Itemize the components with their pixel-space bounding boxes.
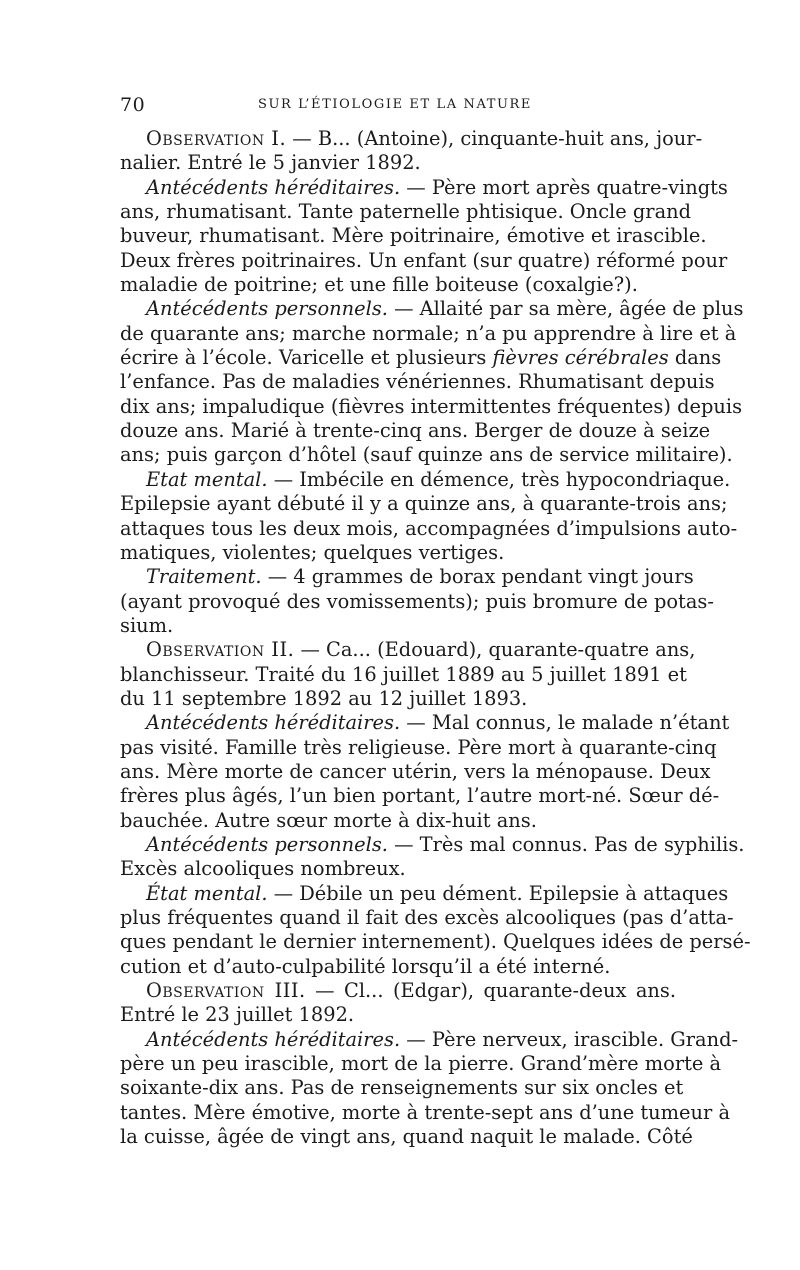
text-run: plus fréquentes quand il fait des excès alcooliques (pas d’atta- xyxy=(120,906,734,929)
text-line xyxy=(120,1076,684,1100)
text-run: matiques, violentes; quelques vertiges. xyxy=(120,540,505,564)
running-title: SUR L’ÉTIOLOGIE ET LA NATURE xyxy=(258,97,533,112)
text-line xyxy=(120,589,714,614)
text-run: Deux frères poitrinaires. Un enfant (sur quatre) réformé pour xyxy=(120,248,728,272)
text-run: ans, rhumatisant. Tante paternelle phtisique. Oncle grand xyxy=(120,200,692,224)
observation-heading: Observation I. xyxy=(146,127,287,150)
observation-heading: Observation III. xyxy=(146,979,306,1003)
text-run: — Cl... (Edgar), quarante-deux ans. xyxy=(305,979,676,1003)
text-run: — Mal connus, le malade n’étant xyxy=(400,711,730,735)
text-line xyxy=(120,273,676,297)
body-text xyxy=(120,127,751,1149)
text-run: du 11 septembre 1892 au 12 juillet 1893. xyxy=(120,686,528,710)
text-line xyxy=(120,346,722,370)
text-run: buveur, rhumatisant. Mère poitrinaire, émotive et irascible. xyxy=(120,224,707,248)
text-run: Entré le 23 juillet 1892. xyxy=(120,1003,355,1027)
text-run: ques pendant le dernier internement). Quelques idées de persé- xyxy=(120,930,751,954)
text-run: — Ca... (Edouard), quarante-quatre ans, xyxy=(294,638,696,662)
text-run: dans xyxy=(668,346,722,370)
text-run: de quarante ans; marche normale; n’a pu apprendre à lire et à xyxy=(120,321,737,345)
section-label: Etat mental. xyxy=(146,467,268,491)
text-line xyxy=(120,857,676,881)
text-line xyxy=(120,1052,722,1076)
text-run: douze ans. Marié à trente-cinq ans. Berger de douze à seize xyxy=(120,419,711,443)
text-line xyxy=(120,467,731,492)
text-run: — Allaité par sa mère, âgée de plus xyxy=(387,297,744,321)
section-label: Antécédents héréditaires. xyxy=(146,175,401,199)
text-run: ans. Mère morte de cancer utérin, vers la ménopause. Deux xyxy=(120,759,711,783)
text-line xyxy=(120,784,720,808)
text-run: — Père mort après quatre-vingts xyxy=(400,175,728,199)
text-run: dix ans; impaludique (fièvres intermittentes fréquentes) depuis xyxy=(120,394,743,418)
text-line xyxy=(120,930,751,954)
text-line xyxy=(120,127,703,151)
text-run: maladie de poitrine; et une fille boiteuse (coxalgie?). xyxy=(120,273,638,297)
section-label: Antécédents héréditaires. xyxy=(146,1027,401,1051)
text-run: cution et d’auto-culpabilité lorsqu’il a été interné. xyxy=(120,954,611,978)
text-run: nalier. Entré le 5 janvier 1892. xyxy=(120,151,421,175)
section-label: Antécédents personnels. xyxy=(146,297,388,321)
text-line xyxy=(120,297,744,321)
text-run: pas visité. Famille très religieuse. Père mort à quarante-cinq xyxy=(120,735,717,759)
section-label: fièvres cérébrales xyxy=(492,346,669,370)
text-run: soixante-dix ans. Pas de renseignements sur six oncles et xyxy=(120,1076,684,1100)
section-label: État mental. xyxy=(146,881,268,905)
text-run: attaques tous les deux mois, accompagnées d’impulsions auto- xyxy=(120,516,738,540)
text-line xyxy=(120,759,711,784)
text-line xyxy=(120,638,696,662)
text-line xyxy=(120,370,715,394)
text-line xyxy=(120,832,745,857)
text-run: — B... (Antoine), cinquante-huit ans, jour- xyxy=(286,127,703,150)
page-number: 70 xyxy=(120,94,146,116)
text-line xyxy=(120,1027,739,1052)
text-line xyxy=(120,565,694,589)
text-line xyxy=(120,955,676,979)
running-head xyxy=(120,94,680,118)
text-line xyxy=(120,443,733,467)
text-line xyxy=(120,809,676,833)
text-run: blanchisseur. Traité du 16 juillet 1889 au 5 juillet 1891 et xyxy=(120,662,687,686)
text-run: frères plus âgés, l’un bien portant, l’autre mort-né. Sœur dé- xyxy=(120,784,720,808)
text-line xyxy=(120,200,692,224)
text-run: Epilepsie ayant débuté il y a quinze ans, à quarante-trois ans; xyxy=(120,492,728,516)
text-line xyxy=(120,906,734,930)
text-line xyxy=(120,541,676,565)
observation-heading: Observation II. xyxy=(146,638,295,662)
text-line xyxy=(120,516,738,541)
text-run: la cuisse, âgée de vingt ans, quand naquit le malade. Côté xyxy=(120,1125,693,1149)
text-run: Excès alcooliques nombreux. xyxy=(120,857,406,881)
text-line xyxy=(120,614,676,638)
text-line xyxy=(120,735,717,760)
text-line xyxy=(120,687,676,711)
text-line xyxy=(120,979,676,1003)
text-run: bauchée. Autre sœur morte à dix-huit ans. xyxy=(120,808,537,832)
text-line xyxy=(120,321,737,346)
text-line xyxy=(120,224,707,248)
text-run: — Débile un peu dément. Epilepsie à attaques xyxy=(267,881,729,905)
text-run: l’enfance. Pas de maladies vénériennes. Rhumatisant depuis xyxy=(120,370,715,394)
section-label: Antécédents héréditaires. xyxy=(146,711,401,735)
text-line xyxy=(120,1125,693,1149)
text-run: sium. xyxy=(120,613,174,637)
text-line xyxy=(120,662,687,687)
text-run: père un peu irascible, mort de la pierre. Grand’mère morte à xyxy=(120,1052,722,1076)
text-line xyxy=(120,1003,676,1027)
text-line xyxy=(120,492,728,516)
text-run: (ayant provoqué des vomissements); puis bromure de potas- xyxy=(120,589,714,613)
text-line xyxy=(120,419,711,443)
text-line xyxy=(120,248,728,273)
text-line xyxy=(120,151,676,175)
text-line xyxy=(120,881,729,906)
section-label: Antécédents personnels. xyxy=(146,832,388,856)
text-run: — Imbécile en démence, très hypocondriaque. xyxy=(267,467,731,491)
section-label: Traitement. xyxy=(146,565,262,589)
text-line xyxy=(120,711,730,735)
text-run: — 4 grammes de borax pendant vingt jours xyxy=(261,565,694,589)
text-line xyxy=(120,394,743,419)
text-run: ans; puis garçon d’hôtel (sauf quinze ans de service militaire). xyxy=(120,443,733,467)
text-line xyxy=(120,175,728,200)
text-line xyxy=(120,1100,731,1125)
text-run: — Père nerveux, irascible. Grand- xyxy=(400,1027,739,1051)
text-run: tantes. Mère émotive, morte à trente-sept ans d’une tumeur à xyxy=(120,1100,731,1124)
text-run: — Très mal connus. Pas de syphilis. xyxy=(387,832,745,856)
text-run: écrire à l’école. Varicelle et plusieurs xyxy=(120,346,493,370)
